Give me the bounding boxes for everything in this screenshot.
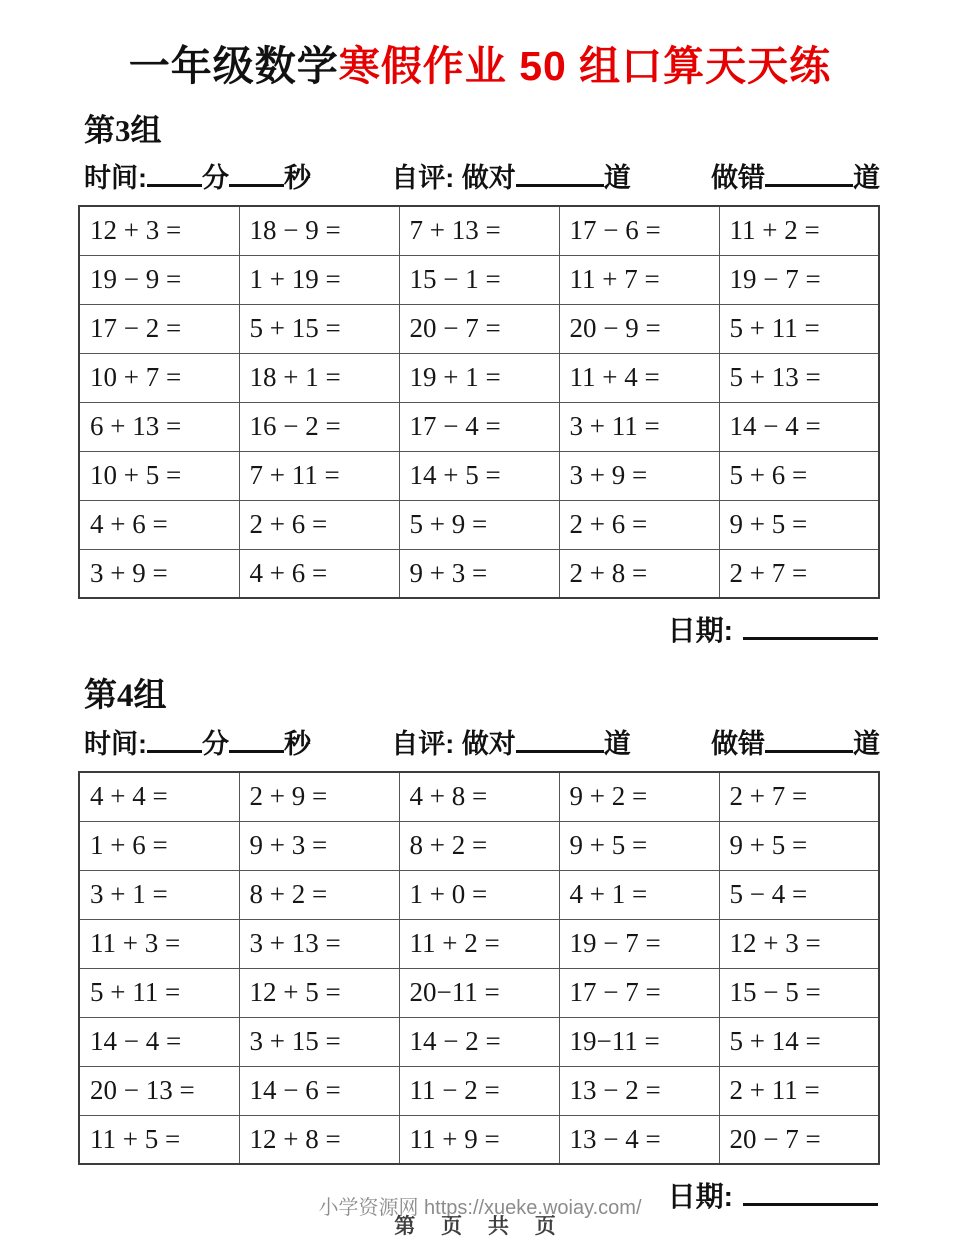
problem-cell: 4 + 6 = [239, 549, 399, 598]
problem-cell: 3 + 15 = [239, 1017, 399, 1066]
problem-cell: 14 + 5 = [399, 451, 559, 500]
problem-cell: 3 + 1 = [79, 870, 239, 919]
minute-label: 分 [202, 163, 229, 194]
wrong-count-blank [765, 162, 853, 188]
correct-unit-label: 道 [603, 163, 631, 194]
problem-cell: 5 + 13 = [719, 353, 879, 402]
group-4-meta-line [84, 722, 880, 761]
problem-cell: 18 − 9 = [239, 206, 399, 255]
page-title [0, 42, 960, 91]
problem-cell: 4 + 6 = [79, 500, 239, 549]
problem-cell: 4 + 4 = [79, 772, 239, 821]
self-eval-correct-chunk [391, 156, 631, 195]
problem-cell: 19 − 9 = [79, 255, 239, 304]
time-label: 时间: [84, 163, 147, 194]
problem-cell: 12 + 8 = [239, 1115, 399, 1164]
problem-cell: 20 − 9 = [559, 304, 719, 353]
problem-cell: 8 + 2 = [239, 870, 399, 919]
title-black-part: 一年级数学 [128, 43, 339, 89]
problem-row [79, 772, 879, 821]
problem-row [79, 255, 879, 304]
group-3-meta-line [84, 156, 880, 195]
problem-row [79, 402, 879, 451]
correct-count-blank [516, 162, 604, 188]
problem-row [79, 304, 879, 353]
problem-cell: 19 − 7 = [719, 255, 879, 304]
problem-cell: 11 + 2 = [719, 206, 879, 255]
self-eval-label: 自评: 做对 [391, 729, 516, 760]
problem-cell: 5 + 11 = [719, 304, 879, 353]
group-3-section [78, 105, 880, 649]
problem-cell: 4 + 1 = [559, 870, 719, 919]
problem-cell: 9 + 3 = [399, 549, 559, 598]
problem-cell: 15 − 5 = [719, 968, 879, 1017]
self-eval-wrong-chunk [711, 156, 880, 195]
problem-cell: 19 + 1 = [399, 353, 559, 402]
problem-cell: 17 − 4 = [399, 402, 559, 451]
problem-cell: 9 + 5 = [719, 500, 879, 549]
problem-cell: 5 + 9 = [399, 500, 559, 549]
problem-row [79, 353, 879, 402]
self-eval-label: 自评: 做对 [391, 163, 516, 194]
date-blank [743, 614, 878, 641]
problem-cell: 5 + 14 = [719, 1017, 879, 1066]
problem-cell: 9 + 5 = [559, 821, 719, 870]
problem-cell: 20 − 7 = [399, 304, 559, 353]
problem-cell: 3 + 13 = [239, 919, 399, 968]
worksheet-content [78, 105, 880, 1215]
problem-cell: 14 − 4 = [79, 1017, 239, 1066]
problem-cell: 7 + 11 = [239, 451, 399, 500]
problem-cell: 6 + 13 = [79, 402, 239, 451]
wrong-label: 做错 [711, 163, 765, 194]
problem-cell: 14 − 6 = [239, 1066, 399, 1115]
seconds-blank [229, 728, 284, 754]
second-label: 秒 [284, 729, 311, 760]
time-chunk [84, 156, 311, 195]
problem-cell: 17 − 2 = [79, 304, 239, 353]
problem-cell: 2 + 8 = [559, 549, 719, 598]
problem-cell: 3 + 9 = [559, 451, 719, 500]
problem-cell: 16 − 2 = [239, 402, 399, 451]
problem-row [79, 821, 879, 870]
problem-cell: 2 + 6 = [559, 500, 719, 549]
minutes-blank [147, 728, 202, 754]
problem-row [79, 549, 879, 598]
group-4-problems-body [79, 772, 879, 1164]
problem-cell: 11 + 7 = [559, 255, 719, 304]
group-4-heading: 第4组 [84, 678, 167, 715]
problem-cell: 11 + 9 = [399, 1115, 559, 1164]
problem-cell: 9 + 2 = [559, 772, 719, 821]
group-3-date-line [78, 609, 878, 649]
problem-row [79, 1066, 879, 1115]
problem-cell: 2 + 6 = [239, 500, 399, 549]
problem-row [79, 451, 879, 500]
time-chunk [84, 722, 311, 761]
problem-cell: 4 + 8 = [399, 772, 559, 821]
problem-row [79, 919, 879, 968]
wrong-count-blank [765, 728, 853, 754]
problem-row [79, 870, 879, 919]
problem-cell: 2 + 9 = [239, 772, 399, 821]
problem-cell: 7 + 13 = [399, 206, 559, 255]
problem-cell: 17 − 6 = [559, 206, 719, 255]
problem-row [79, 1115, 879, 1164]
problem-cell: 20−11 = [399, 968, 559, 1017]
problem-cell: 11 − 2 = [399, 1066, 559, 1115]
problem-cell: 9 + 5 = [719, 821, 879, 870]
problem-cell: 11 + 3 = [79, 919, 239, 968]
problem-cell: 12 + 3 = [79, 206, 239, 255]
problem-cell: 2 + 7 = [719, 772, 879, 821]
problem-cell: 14 − 2 = [399, 1017, 559, 1066]
problem-cell: 2 + 7 = [719, 549, 879, 598]
problem-cell: 12 + 5 = [239, 968, 399, 1017]
group-4-section [78, 669, 880, 1215]
problem-cell: 13 − 4 = [559, 1115, 719, 1164]
problem-cell: 10 + 5 = [79, 451, 239, 500]
problem-cell: 5 − 4 = [719, 870, 879, 919]
footer-site-url: 小学资源网 https://xueke.woiay.com/ [318, 1196, 642, 1219]
group-4-problems-table [78, 771, 880, 1165]
minutes-blank [147, 162, 202, 188]
problem-cell: 5 + 6 = [719, 451, 879, 500]
correct-count-blank [516, 728, 604, 754]
problem-cell: 3 + 9 = [79, 549, 239, 598]
footer-page-numbers: 第 页 共 页 [394, 1214, 566, 1238]
problem-cell: 17 − 7 = [559, 968, 719, 1017]
problem-cell: 11 + 4 = [559, 353, 719, 402]
time-label: 时间: [84, 729, 147, 760]
minute-label: 分 [202, 729, 229, 760]
problem-row [79, 968, 879, 1017]
problem-row [79, 206, 879, 255]
problem-cell: 10 + 7 = [79, 353, 239, 402]
problem-cell: 13 − 2 = [559, 1066, 719, 1115]
problem-row [79, 500, 879, 549]
problem-cell: 1 + 19 = [239, 255, 399, 304]
problem-cell: 1 + 6 = [79, 821, 239, 870]
problem-cell: 3 + 11 = [559, 402, 719, 451]
problem-cell: 5 + 15 = [239, 304, 399, 353]
wrong-unit-label: 道 [853, 163, 880, 194]
problem-cell: 20 − 13 = [79, 1066, 239, 1115]
seconds-blank [229, 162, 284, 188]
problem-cell: 9 + 3 = [239, 821, 399, 870]
problem-cell: 5 + 11 = [79, 968, 239, 1017]
group-3-problems-body [79, 206, 879, 598]
problem-cell: 11 + 5 = [79, 1115, 239, 1164]
problem-cell: 11 + 2 = [399, 919, 559, 968]
problem-cell: 12 + 3 = [719, 919, 879, 968]
problem-cell: 15 − 1 = [399, 255, 559, 304]
correct-unit-label: 道 [603, 729, 631, 760]
wrong-unit-label: 道 [853, 729, 880, 760]
problem-cell: 14 − 4 = [719, 402, 879, 451]
problem-cell: 20 − 7 = [719, 1115, 879, 1164]
self-eval-wrong-chunk [711, 722, 880, 761]
group-3-problems-table [78, 205, 880, 599]
problem-row [79, 1017, 879, 1066]
problem-cell: 1 + 0 = [399, 870, 559, 919]
date-label: 日期: [667, 1181, 733, 1213]
date-label: 日期: [667, 615, 733, 647]
second-label: 秒 [284, 163, 311, 194]
title-red-part: 寒假作业 50 组口算天天练 [338, 43, 832, 89]
problem-cell: 19−11 = [559, 1017, 719, 1066]
problem-cell: 8 + 2 = [399, 821, 559, 870]
problem-cell: 19 − 7 = [559, 919, 719, 968]
wrong-label: 做错 [711, 729, 765, 760]
group-3-heading: 第3组 [84, 113, 162, 149]
self-eval-correct-chunk [391, 722, 631, 761]
problem-cell: 18 + 1 = [239, 353, 399, 402]
problem-cell: 2 + 11 = [719, 1066, 879, 1115]
page-footer [0, 1197, 960, 1239]
